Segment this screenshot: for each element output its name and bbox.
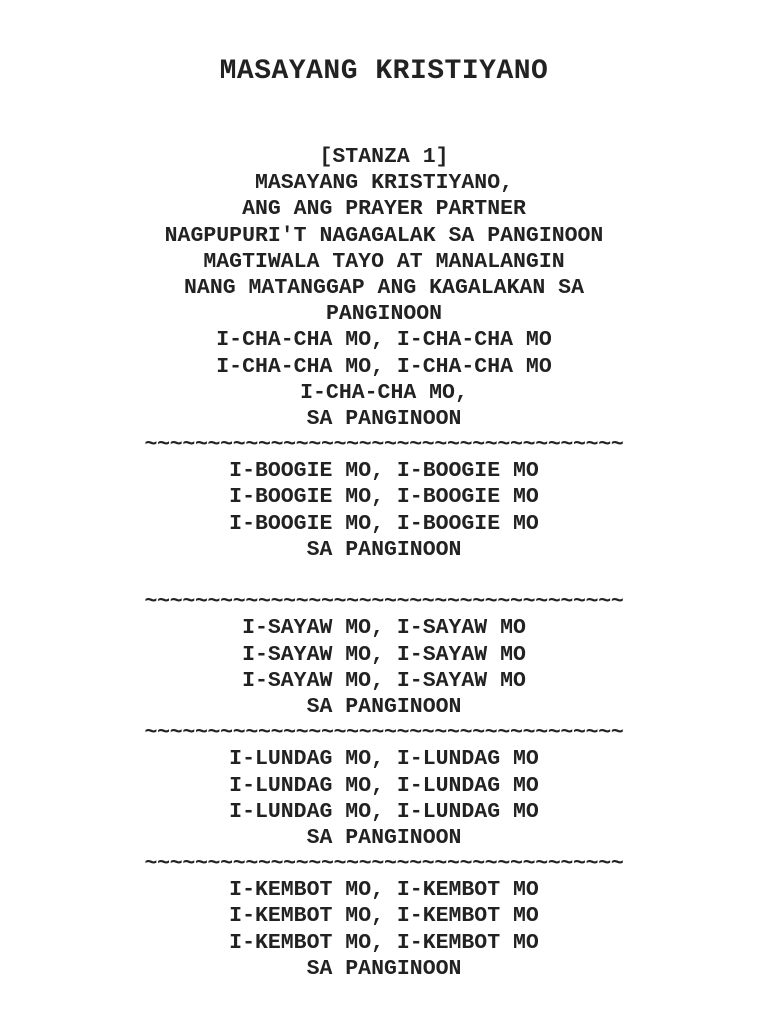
- lyric-line: ANG ANG PRAYER PARTNER: [242, 197, 526, 222]
- blank-line: [0, 563, 768, 589]
- lyric-line: I-KEMBOT MO, I-KEMBOT MO: [229, 878, 539, 903]
- lyric-line: PANGINOON: [325, 302, 443, 327]
- lyric-line: I-SAYAW MO, I-SAYAW MO: [242, 616, 526, 641]
- lyric-line: SA PANGINOON: [306, 825, 462, 850]
- lyric-line: SA PANGINOON: [306, 956, 462, 981]
- lyric-line: NAGPUPURI'T NAGAGALAK SA PANGINOON: [164, 223, 604, 248]
- lyric-line: I-CHA-CHA MO, I-CHA-CHA MO: [216, 354, 552, 379]
- lyric-line: I-KEMBOT MO, I-KEMBOT MO: [229, 930, 539, 955]
- lyric-line: NANG MATANGGAP ANG KAGALAKAN SA: [184, 275, 584, 300]
- lyric-line: SA PANGINOON: [306, 537, 462, 562]
- lyric-line: I-BOOGIE MO, I-BOOGIE MO: [229, 459, 539, 484]
- tilde-divider: ~~~~~~~~~~~~~~~~~~~~~~~~~~~~~~~~~~~~~~: [144, 852, 624, 877]
- lyric-line: I-LUNDAG MO, I-LUNDAG MO: [229, 799, 539, 824]
- lyric-line: I-LUNDAG MO, I-LUNDAG MO: [229, 747, 539, 772]
- lyric-line: I-CHA-CHA MO,: [300, 380, 468, 405]
- page-title: MASAYANG KRISTIYANO: [219, 56, 549, 87]
- lyric-line: I-LUNDAG MO, I-LUNDAG MO: [229, 773, 539, 798]
- stanza-label: [STANZA 1]: [319, 145, 449, 169]
- lyric-line: SA PANGINOON: [306, 406, 462, 431]
- tilde-divider: ~~~~~~~~~~~~~~~~~~~~~~~~~~~~~~~~~~~~~~: [144, 721, 624, 746]
- lyric-line: I-SAYAW MO, I-SAYAW MO: [242, 642, 526, 667]
- lyric-line: I-CHA-CHA MO, I-CHA-CHA MO: [216, 328, 552, 353]
- tilde-divider: ~~~~~~~~~~~~~~~~~~~~~~~~~~~~~~~~~~~~~~: [144, 590, 624, 615]
- lyric-line: MASAYANG KRISTIYANO,: [254, 171, 514, 196]
- lyric-line: I-BOOGIE MO, I-BOOGIE MO: [229, 511, 539, 536]
- lyric-line: SA PANGINOON: [306, 694, 462, 719]
- lyric-line: I-KEMBOT MO, I-KEMBOT MO: [229, 904, 539, 929]
- lyric-line: I-SAYAW MO, I-SAYAW MO: [242, 668, 526, 693]
- lyrics-body: [0, 144, 768, 982]
- lyric-line: I-BOOGIE MO, I-BOOGIE MO: [229, 485, 539, 510]
- tilde-divider: ~~~~~~~~~~~~~~~~~~~~~~~~~~~~~~~~~~~~~~: [144, 433, 624, 458]
- lyric-line: MAGTIWALA TAYO AT MANALANGIN: [203, 249, 565, 274]
